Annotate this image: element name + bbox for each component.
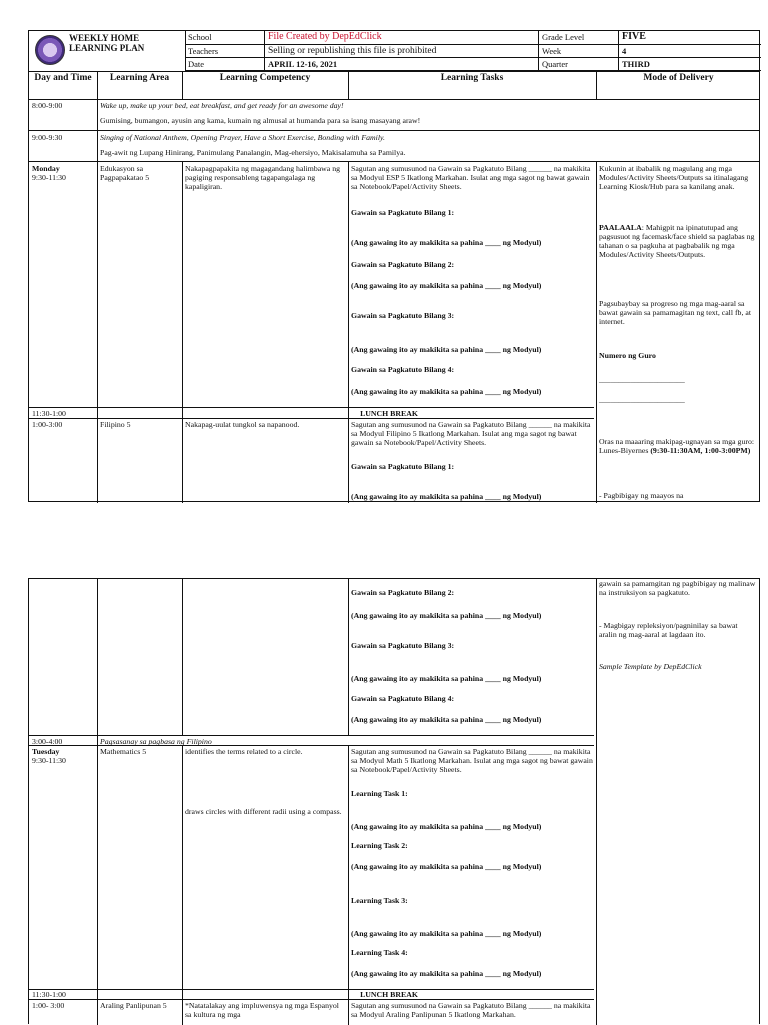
mode-bullet-instructions-start: - Pagbibigay ng maayos na bbox=[599, 491, 684, 500]
mode-paalala-text: : Mahigpit na ipinatutupad ang pagsusuot ng facemask/face shield sa paglabas ng tahanan o sa pagkuha at pagbabalik ng mga Modules/Activity Sheets/Outputs. bbox=[599, 223, 755, 259]
mode-contact-hours-value: (9:30-11:30AM, 1:00-3:00PM) bbox=[650, 446, 751, 455]
routine-time-1: 8:00-9:00 bbox=[32, 101, 63, 110]
ap-area: Araling Panlipunan 5 bbox=[100, 1001, 167, 1010]
tuesday-area: Mathematics 5 bbox=[100, 747, 147, 756]
monday-time: 9:30-11:30 bbox=[32, 173, 66, 182]
teachers-value: Selling or republishing this file is prohibited bbox=[265, 45, 539, 58]
tuesday-label: Tuesday bbox=[32, 747, 60, 756]
filipino-ref-1: (Ang gawaing ito ay makikita sa pahina ____ ng Modyul) bbox=[351, 492, 542, 501]
lunch-label-2: LUNCH BREAK bbox=[360, 990, 418, 999]
routine-2-fil: Pag-awit ng Lupang Hinirang, Panimulang Panalangin, Mag-ehersiyo, Makisalamuha sa Pamilya. bbox=[100, 148, 406, 157]
col-learning-competency: Learning Competency bbox=[219, 73, 311, 83]
filipino-intro: Sagutan ang sumusunod na Gawain sa Pagkatuto Bilang ______ na makikita sa Modyul Filipino 5 Ikatlong Markahan. Isulat ang mga sagot ng bawat gawain sa Notebook/Papel/Activity Sheets. bbox=[351, 420, 591, 447]
lunch-time-2: 11:30-1:00 bbox=[32, 990, 66, 999]
ap-intro: Sagutan ang sumusunod na Gawain sa Pagkatuto Bilang ______ na makikita sa Modyul Araling Panlipunan 5 Ikatlong Markahan. bbox=[351, 1001, 591, 1019]
header bbox=[29, 31, 759, 71]
filipino-gawain-4: Gawain sa Pagkatuto Bilang 4: bbox=[351, 694, 455, 703]
ap-competency: *Natatalakay ang impluwensya ng mga Espanyol sa kultura ng mga bbox=[185, 1001, 339, 1019]
lunch-time-1: 11:30-1:00 bbox=[32, 409, 66, 418]
filipino-gawain-3: Gawain sa Pagkatuto Bilang 3: bbox=[351, 641, 455, 650]
date-value: APRIL 12-16, 2021 bbox=[265, 58, 539, 71]
learning-task-2: Learning Task 2: bbox=[351, 841, 408, 850]
col-mode-delivery: Mode of Delivery bbox=[643, 73, 714, 83]
logo-cell bbox=[29, 31, 186, 71]
plan-page-1 bbox=[28, 30, 760, 502]
mode-contact-text: Oras na maaaring makipag-ugnayan sa mga guro: Lunes-Biyernes bbox=[599, 437, 755, 455]
routine-1-en: Wake up, make up your bed, eat breakfast, and get ready for an awesome day! bbox=[100, 101, 344, 110]
quarter-label: Quarter bbox=[539, 58, 619, 71]
tuesday-time: 9:30-11:30 bbox=[32, 756, 66, 765]
mode-paalala bbox=[599, 223, 757, 259]
tuesday-intro: Sagutan ang sumusunod na Gawain sa Pagkatuto Bilang ______ na makikita sa Modyul Math 5 Ikatlong Markahan. Isulat ang mga sagot ng bawat gawain sa Notebook/Papel/Activity Sheets. bbox=[351, 747, 593, 774]
monday-gawain-1: Gawain sa Pagkatuto Bilang 1: bbox=[351, 208, 455, 217]
learning-task-3: Learning Task 3: bbox=[351, 896, 408, 905]
routine-time-2: 9:00-9:30 bbox=[32, 133, 63, 142]
tuesday-ref-4: (Ang gawaing ito ay makikita sa pahina ____ ng Modyul) bbox=[351, 969, 542, 978]
tuesday-ref-3: (Ang gawaing ito ay makikita sa pahina ____ ng Modyul) bbox=[351, 929, 542, 938]
learning-task-1: Learning Task 1: bbox=[351, 789, 408, 798]
monday-ref-1: (Ang gawaing ito ay makikita sa pahina ____ ng Modyul) bbox=[351, 238, 542, 247]
teachers-label: Teachers bbox=[185, 45, 265, 58]
ap-time: 1:00- 3:00 bbox=[32, 1001, 65, 1010]
tuesday-competency-2: draws circles with different radii using a compass. bbox=[185, 807, 342, 816]
lunch-label-1: LUNCH BREAK bbox=[360, 409, 418, 418]
filipino-time: 1:00-3:00 bbox=[32, 420, 63, 429]
week-value: 4 bbox=[619, 45, 761, 58]
learning-task-4: Learning Task 4: bbox=[351, 948, 408, 957]
school-label: School bbox=[185, 31, 265, 45]
mode-blank-1: ______________________ bbox=[599, 375, 685, 384]
filipino-area: Filipino 5 bbox=[100, 420, 131, 429]
mode-monitoring: Pagsubaybay sa progreso ng mga mag-aaral sa bawat gawain sa pamamagitan ng text, call fb, at internet. bbox=[599, 299, 751, 326]
grade-value: FIVE bbox=[619, 31, 761, 45]
routine-time-3: 3:00-4:00 bbox=[32, 737, 63, 746]
monday-ref-2: (Ang gawaing ito ay makikita sa pahina ____ ng Modyul) bbox=[351, 281, 542, 290]
school-value: File Created by DepEdClick bbox=[265, 31, 539, 45]
monday-area: Edukasyon sa Pagpapakatao 5 bbox=[100, 164, 150, 182]
template-credit: Sample Template by DepEdClick bbox=[599, 662, 702, 671]
mode-instructions: gawain sa pamamgitan ng pagbibigay ng malinaw na instruksiyon sa pagkatuto. bbox=[599, 579, 756, 597]
monday-gawain-3: Gawain sa Pagkatuto Bilang 3: bbox=[351, 311, 455, 320]
monday-gawain-2: Gawain sa Pagkatuto Bilang 2: bbox=[351, 260, 455, 269]
routine-1-fil: Gumising, bumangon, ayusin ang kama, kumain ng almusal at humanda para sa isang masayang araw! bbox=[100, 116, 421, 125]
tuesday-competency-1: identifies the terms related to a circle. bbox=[185, 747, 303, 756]
filipino-gawain-2: Gawain sa Pagkatuto Bilang 2: bbox=[351, 588, 455, 597]
filipino-ref-2: (Ang gawaing ito ay makikita sa pahina ____ ng Modyul) bbox=[351, 611, 542, 620]
mode-reflection: - Magbigay repleksiyon/pagninilay sa bawat aralin ng mag-aaral at lagdaan ito. bbox=[599, 621, 738, 639]
date-label: Date bbox=[185, 58, 265, 71]
tuesday-ref-1: (Ang gawaing ito ay makikita sa pahina ____ ng Modyul) bbox=[351, 822, 542, 831]
routine-3: Pagsasanay sa pagbasa ng Filipino bbox=[100, 737, 212, 746]
col-day-time: Day and Time bbox=[34, 73, 92, 83]
filipino-ref-3: (Ang gawaing ito ay makikita sa pahina ____ ng Modyul) bbox=[351, 674, 542, 683]
monday-ref-4: (Ang gawaing ito ay makikita sa pahina ____ ng Modyul) bbox=[351, 387, 542, 396]
monday-label: Monday bbox=[32, 164, 60, 173]
monday-competency: Nakapagpapakita ng magagandang halimbawa ng pagiging responsableng tagapangalaga ng kapaligiran. bbox=[185, 164, 341, 191]
monday-gawain-4: Gawain sa Pagkatuto Bilang 4: bbox=[351, 365, 455, 374]
plan-title-line1: WEEKLY HOME bbox=[69, 33, 140, 43]
filipino-ref-4: (Ang gawaing ito ay makikita sa pahina ____ ng Modyul) bbox=[351, 715, 542, 724]
plan-page-2 bbox=[28, 578, 760, 1024]
quarter-value: THIRD bbox=[619, 58, 761, 71]
mode-blank-2: ______________________ bbox=[599, 395, 685, 404]
mode-teacher-number: Numero ng Guro bbox=[599, 351, 656, 360]
tuesday-ref-2: (Ang gawaing ito ay makikita sa pahina ____ ng Modyul) bbox=[351, 862, 542, 871]
monday-ref-3: (Ang gawaing ito ay makikita sa pahina ____ ng Modyul) bbox=[351, 345, 542, 354]
deped-seal-icon bbox=[35, 35, 65, 65]
col-learning-tasks: Learning Tasks bbox=[440, 73, 504, 83]
col-learning-area: Learning Area bbox=[109, 73, 170, 83]
filipino-competency: Nakapag-uulat tungkol sa napanood. bbox=[185, 420, 300, 429]
mode-paalala-label: PAALAALA bbox=[599, 223, 642, 232]
plan-title-line2: LEARNING PLAN bbox=[69, 43, 145, 53]
mode-contact-hours bbox=[599, 437, 757, 455]
plan-title bbox=[69, 33, 144, 53]
grade-label: Grade Level bbox=[539, 31, 619, 45]
monday-intro: Sagutan ang sumusunod na Gawain sa Pagkatuto Bilang ______ na makikita sa Modyul ESP 5 Ikatlong Markahan. Isulat ang mga sagot ng bawat gawain sa Notebook/Papel/Activity Sheets. bbox=[351, 164, 591, 191]
mode-kiosk: Kukunin at ibabalik ng magulang ang mga Modules/Activity Sheets/Outputs sa itinalagang Learning Kiosk/Hub para sa kanilang anak. bbox=[599, 164, 749, 191]
filipino-gawain-1: Gawain sa Pagkatuto Bilang 1: bbox=[351, 462, 455, 471]
week-label: Week bbox=[539, 45, 619, 58]
routine-2-en: Singing of National Anthem, Opening Prayer, Have a Short Exercise, Bonding with Family. bbox=[100, 133, 385, 142]
